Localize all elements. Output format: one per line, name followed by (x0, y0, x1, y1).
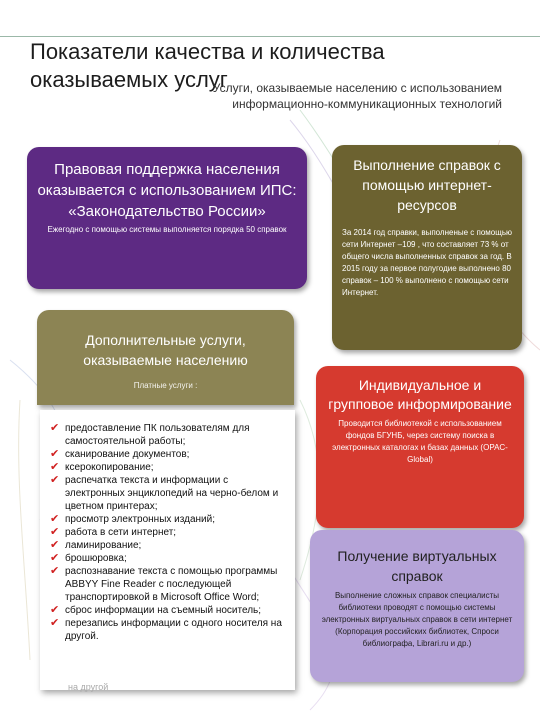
internet-references-heading: Выполнение справок с помощью интернет-ресурсов (353, 157, 501, 213)
checkmark-icon: ✔ (50, 551, 60, 564)
extra-services-heading: Дополнительные услуги, оказываемые населению (83, 332, 248, 368)
list-item: ✔ сканирование документов; (50, 447, 190, 460)
checkmark-icon: ✔ (50, 512, 60, 525)
header-divider (0, 36, 540, 37)
extra-services-card (37, 310, 294, 405)
virtual-references-card (310, 530, 524, 682)
list-item: ✔ предоставление ПК пользователям для самостоятельной работы; (50, 421, 250, 447)
list-item: ✔ ксерокопирование; (50, 460, 154, 473)
extra-services-subheading: Платные услуги : (133, 381, 198, 390)
individual-informing-card (316, 366, 524, 528)
checkmark-icon: ✔ (50, 421, 60, 434)
checkmark-icon: ✔ (50, 447, 60, 460)
internet-references-text: За 2014 год справки, выполненые с помощью сети Интернет –109 , что составляет 73 % от общего числа выполненных справок за год. В 2015 году за первое полугодие выполнено 80 справок – 100 % выполнено с помощью сети Интернет. (342, 228, 513, 297)
list-item: ✔ ламинирование; (50, 538, 142, 551)
page-title: Показатели качества и количества оказываемых услуг (30, 39, 385, 92)
ghost-text: на другой (68, 682, 109, 692)
list-item: ✔ перезапись информации с одного носителя на другой. (50, 616, 282, 642)
checkmark-icon: ✔ (50, 473, 60, 486)
virtual-references-heading: Получение виртуальных справок (337, 548, 497, 584)
list-item: ✔ распознавание текста с помощью программы ABBYY Fine Reader с последующей транспортировкой в Microsoft Office Word; (50, 564, 278, 603)
list-item: ✔ работа в сети интернет; (50, 525, 177, 538)
list-item: ✔ сброс информации на съемный носитель; (50, 603, 262, 616)
list-item: ✔ брошюровка; (50, 551, 127, 564)
list-item: ✔ просмотр электронных изданий; (50, 512, 215, 525)
checkmark-icon: ✔ (50, 538, 60, 551)
legal-support-card (27, 147, 307, 289)
legal-support-heading: Правовая поддержка населения оказывается с использованием ИПС: «Законодательство России» (37, 161, 297, 220)
checkmark-icon: ✔ (50, 564, 60, 577)
checkmark-icon: ✔ (50, 603, 60, 616)
checkmark-icon: ✔ (50, 460, 60, 473)
virtual-references-text: Выполнение сложных справок специалисты библиотеки проводят с помощью системы электронных виртуальных справок в сети интернет (Корпорация российских библиотек, Спроси библиографа, Librari.ru и др.) (321, 591, 513, 648)
page-subtitle: Услуги, оказываемые населению с использованием информационно-коммуникационных технологий (212, 81, 502, 111)
legal-support-text: Ежегодно с помощью системы выполняется порядка 50 справок (47, 225, 287, 234)
checkmark-icon: ✔ (50, 616, 60, 629)
paid-services-list (40, 410, 295, 690)
individual-informing-heading: Индивидуальное и групповое информирование (328, 377, 512, 412)
list-item: ✔ распечатка текста и информации с электронных энциклопедий на черно-белом и цветном принтерах; (50, 473, 279, 512)
internet-references-card (332, 145, 522, 350)
checkmark-icon: ✔ (50, 525, 60, 538)
individual-informing-text: Проводится библиотекой с использованием фондов БГУНБ, через систему поиска в электронных каталогах и базах данных (OPAC-Global) (332, 419, 508, 464)
